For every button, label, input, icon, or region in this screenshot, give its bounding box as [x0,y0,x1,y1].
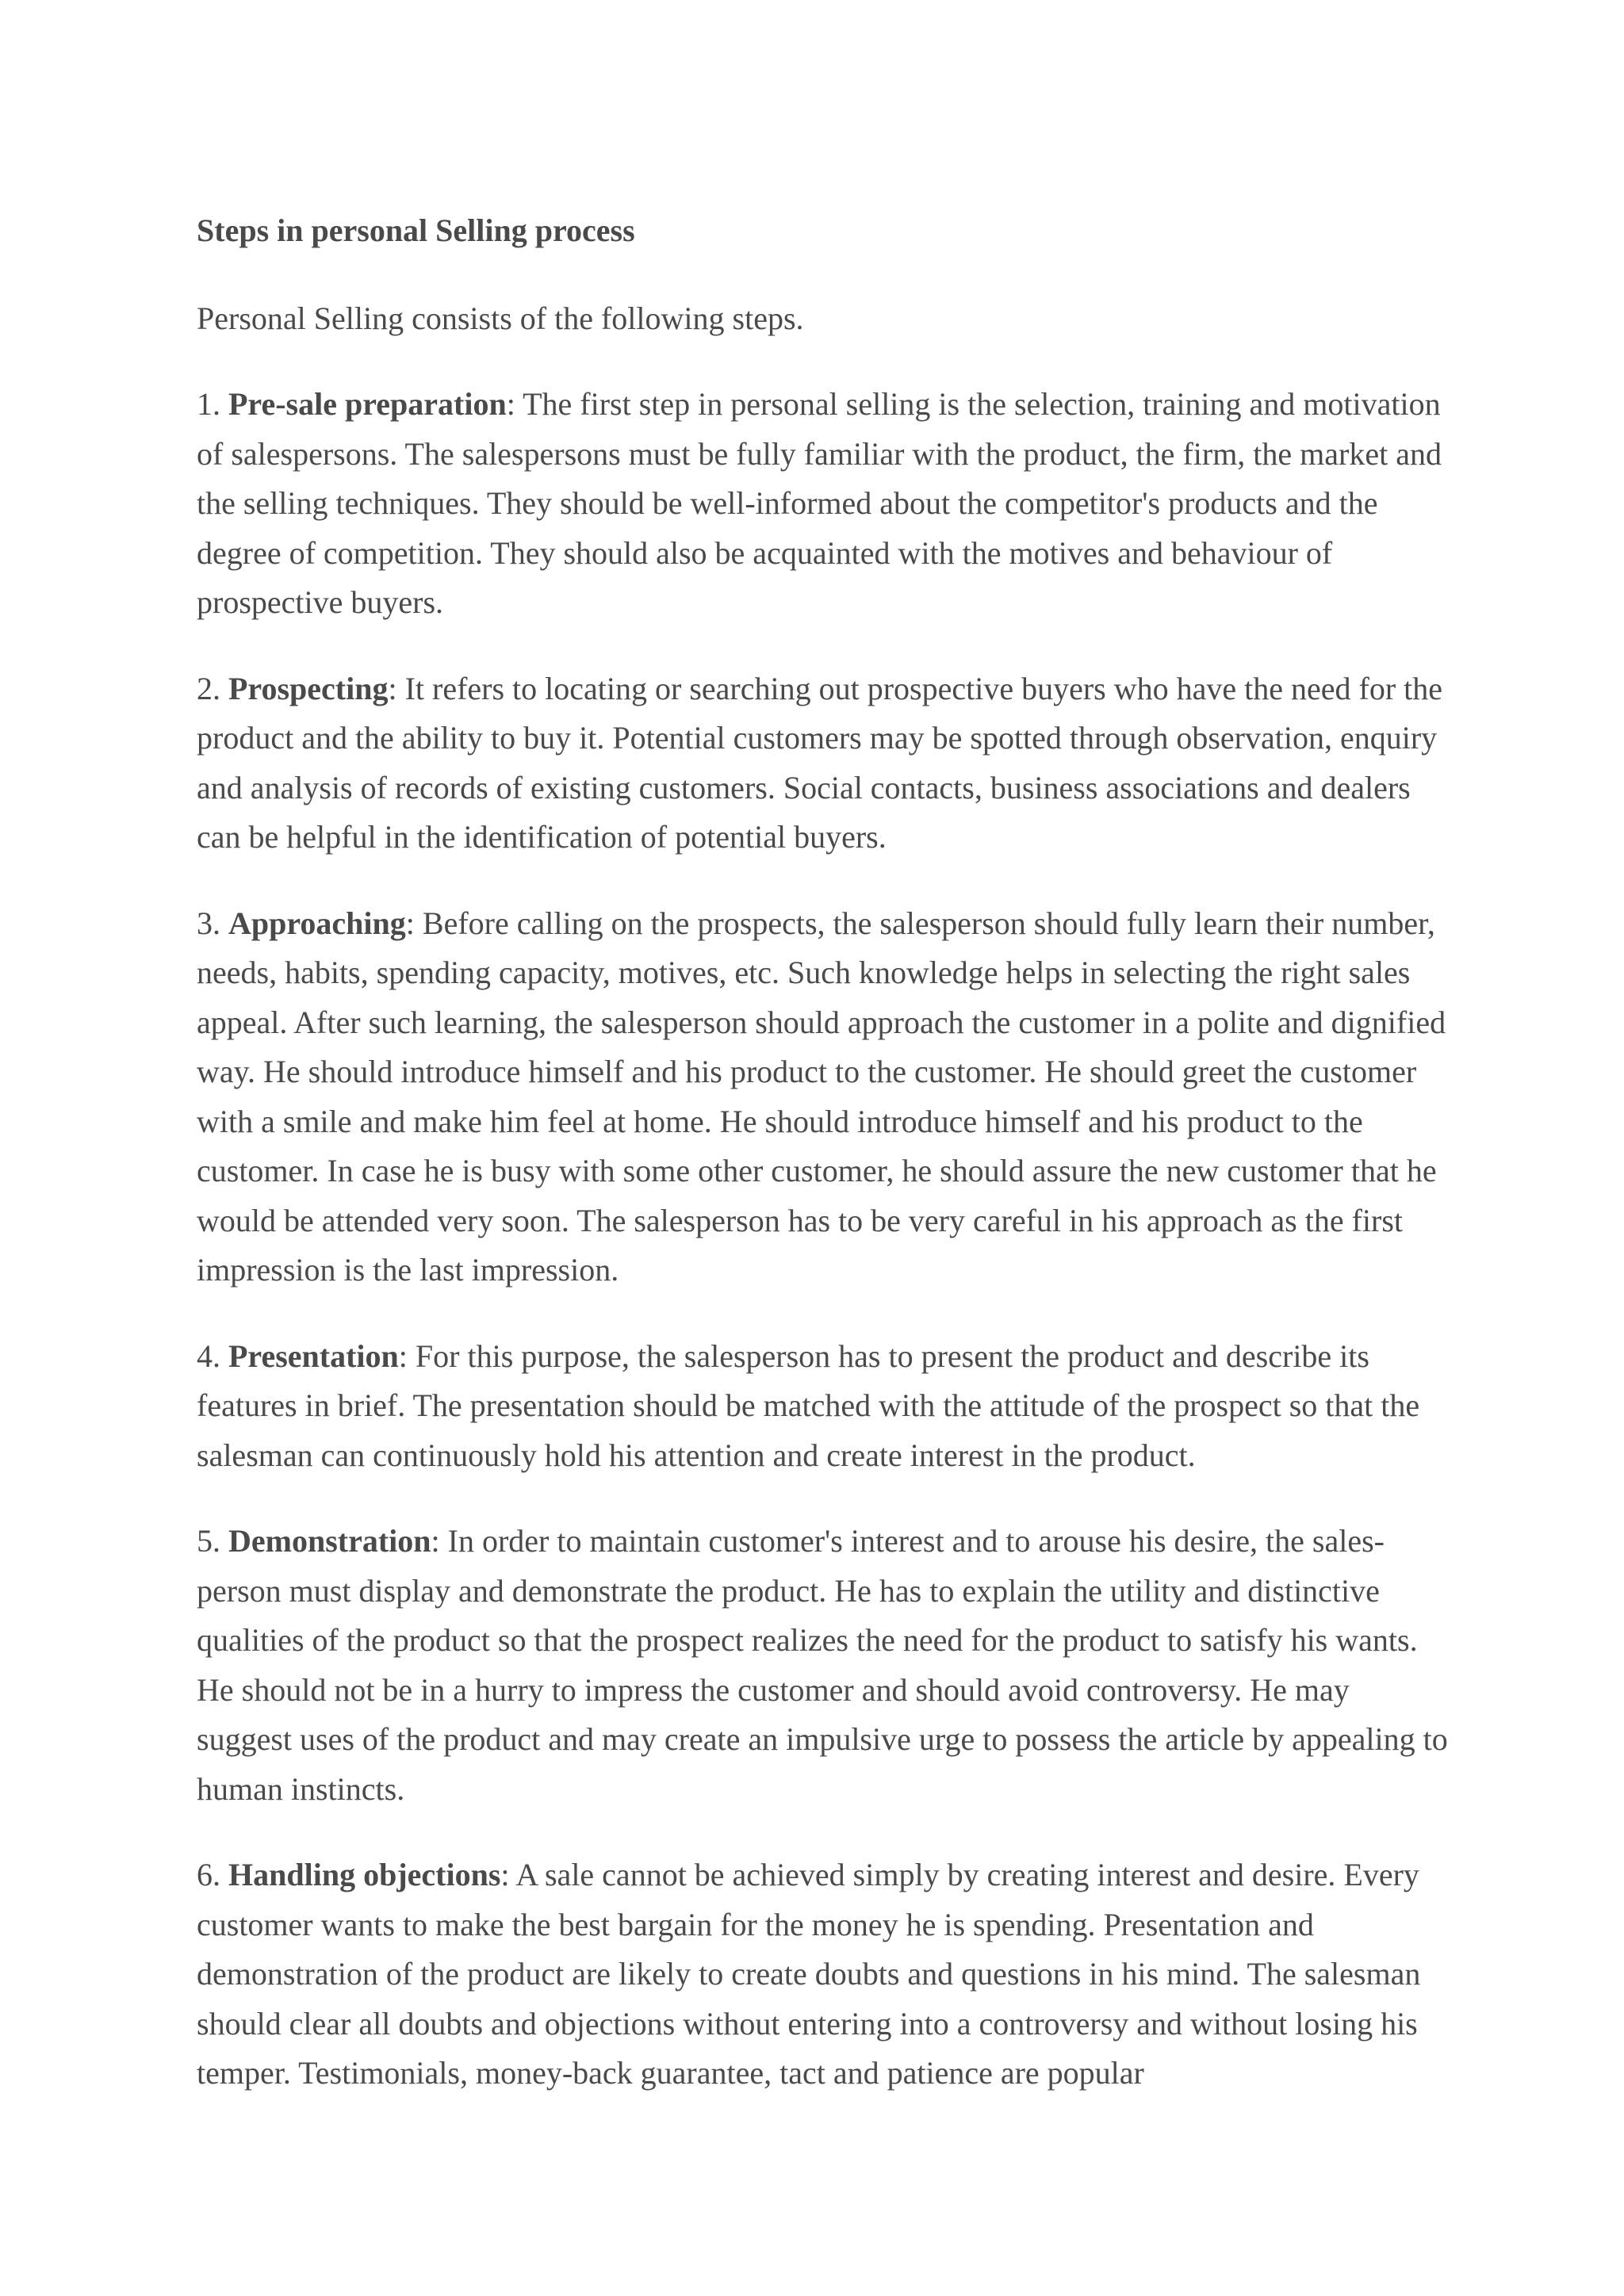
document-title: Steps in personal Selling process [197,212,635,248]
step-text: : It refers to locating or searching out prospective buyers who have the need for the product and the ability to buy it. Potential customers may be spotted through observation, enquiry and analysis of records of existing customers. Social contacts, business associations and dealers can be helpful in the identification of potential buyers. [197,670,1442,855]
step-paragraph-5 [197,1517,1450,1814]
step-number: 6. [197,1857,228,1892]
document-body [197,206,1450,2135]
step-number: 3. [197,905,228,941]
intro-paragraph: Personal Selling consists of the following steps. [197,300,804,336]
step-paragraph-2 [197,664,1450,863]
step-paragraph-6 [197,1850,1450,2099]
step-number: 1. [197,386,228,422]
step-term: Pre-sale preparation [228,386,507,422]
step-term: Prospecting [228,670,389,706]
step-term: Demonstration [228,1523,431,1559]
step-term: Approaching [228,905,406,941]
step-number: 4. [197,1337,228,1374]
step-number: 2. [197,670,228,706]
step-term: Handling objections [228,1857,501,1892]
step-text: : In order to maintain customer's interest and to arouse his desire, the sales-person must display and demonstrate the product. He has to explain the utility and distinctive qualities of the product so that the prospect realizes the need for the product to satisfy his wants. He should not be in a hurry to impress the customer and should avoid controversy. He may suggest uses of the product and may create an impulsive urge to possess the article by appealing to human instincts. [197,1523,1448,1807]
step-term: Presentation [228,1337,399,1374]
step-text: : A sale cannot be achieved simply by creating interest and desire. Every customer wants to make the best bargain for the money he is spending. Presentation and demonstration of the product are likely to create doubts and questions in his mind. The salesman should clear all doubts and objections without entering into a controversy and without losing his temper. Testimonials, money-back guarantee, tact and patience are popular [197,1857,1421,2091]
step-paragraph-3 [197,899,1450,1295]
step-paragraph-1 [197,380,1450,628]
step-text: : Before calling on the prospects, the salesperson should fully learn their number, needs, habits, spending capacity, motives, etc. Such knowledge helps in selecting the right sales appeal. After such learning, the salesperson should approach the customer in a polite and dignified way. He should introduce himself and his product to the customer. He should greet the customer with a smile and make him feel at home. He should introduce himself and his product to the customer. In case he is busy with some other customer, he should assure the new customer that he would be attended very soon. The salesperson has to be very careful in his approach as the first impression is the last impression. [197,905,1446,1288]
step-number: 5. [197,1523,228,1559]
step-text: : The first step in personal selling is the selection, training and motivation of salespersons. The salespersons must be fully familiar with the product, the firm, the market and the selling techniques. They should be well-informed about the competitor's products and the degree of competition. They should also be acquainted with the motives and behaviour of prospective buyers. [197,386,1442,620]
step-text: : For this purpose, the salesperson has to present the product and describe its features in brief. The presentation should be matched with the attitude of the prospect so that the salesman can continuously hold his attention and create interest in the product. [197,1337,1420,1473]
step-paragraph-4 [197,1332,1450,1481]
